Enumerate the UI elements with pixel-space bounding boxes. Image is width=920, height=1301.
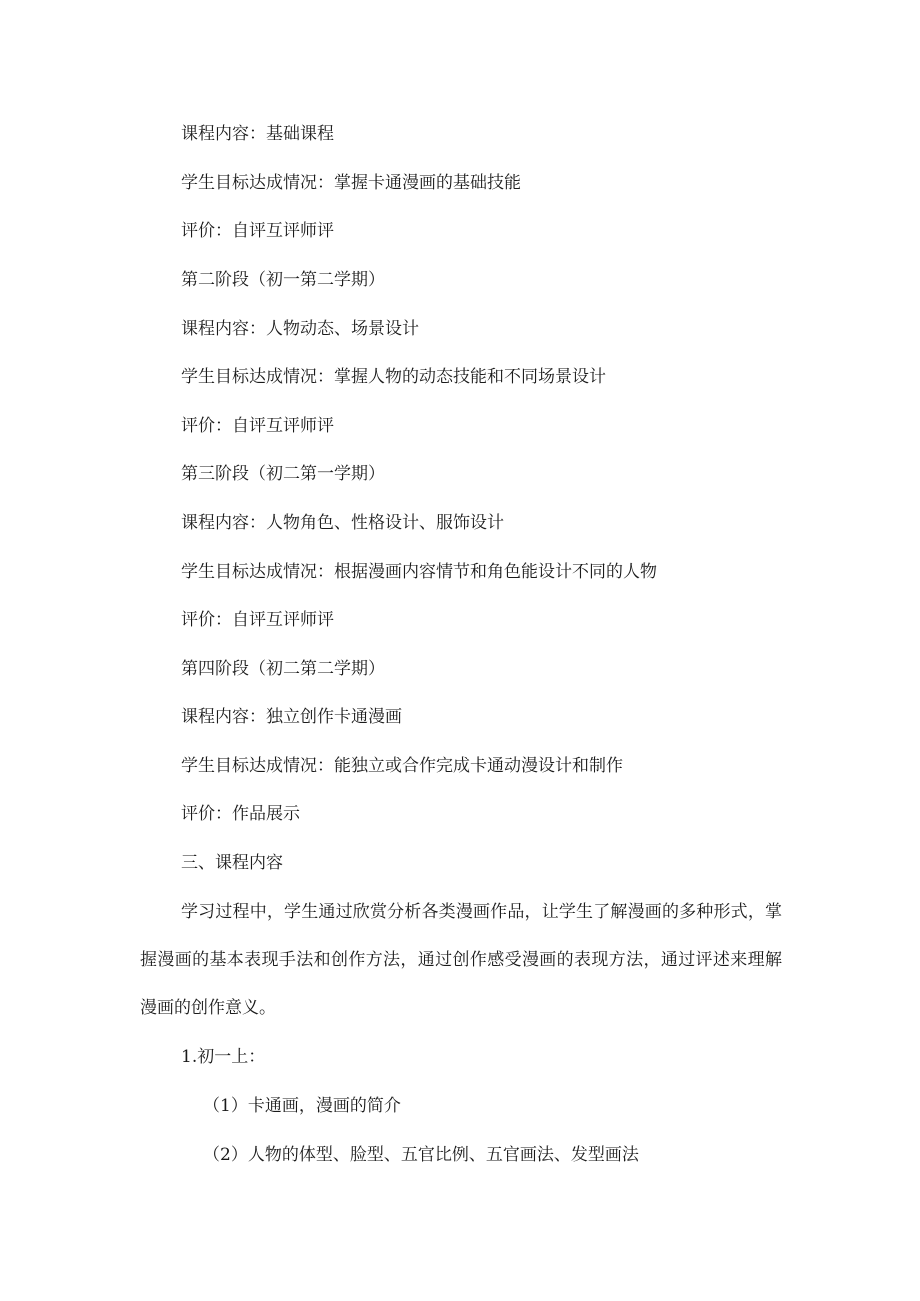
list-heading: 1.初一上： <box>181 1047 266 1067</box>
text-line: 学生目标达成情况：根据漫画内容情节和角色能设计不同的人物 <box>181 562 657 582</box>
text-line: 评价：自评互评师评 <box>181 221 334 241</box>
body-paragraph: 学习过程中，学生通过欣赏分析各类漫画作品，让学生了解漫画的多种形式，掌握漫画的基本表现手法和创作方法，通过创作感受漫画的表现方法，通过评述来理解漫画的创作意义。 <box>140 902 782 1018</box>
stage-heading: 第四阶段（初二第二学期） <box>181 659 385 679</box>
stage-heading: 第三阶段（初二第一学期） <box>181 464 385 484</box>
text-line: 学生目标达成情况：能独立或合作完成卡通动漫设计和制作 <box>181 756 623 776</box>
text-line: 课程内容：基础课程 <box>181 124 334 144</box>
text-line: 评价：作品展示 <box>181 804 300 824</box>
text-line: 评价：自评互评师评 <box>181 416 334 436</box>
text-line: 课程内容：人物角色、性格设计、服饰设计 <box>181 513 504 533</box>
stage-heading: 第二阶段（初一第二学期） <box>181 270 385 290</box>
list-item: （2）人物的体型、脸型、五官比例、五官画法、发型画法 <box>203 1145 639 1165</box>
text-line: 评价：自评互评师评 <box>181 610 334 630</box>
text-line: 学生目标达成情况：掌握卡通漫画的基础技能 <box>181 173 521 193</box>
section-heading: 三、课程内容 <box>181 853 283 873</box>
text-line: 学生目标达成情况：掌握人物的动态技能和不同场景设计 <box>181 367 606 387</box>
text-line: 课程内容：人物动态、场景设计 <box>181 319 419 339</box>
list-item: （1）卡通画，漫画的简介 <box>203 1096 401 1116</box>
text-line: 课程内容：独立创作卡通漫画 <box>181 707 402 727</box>
